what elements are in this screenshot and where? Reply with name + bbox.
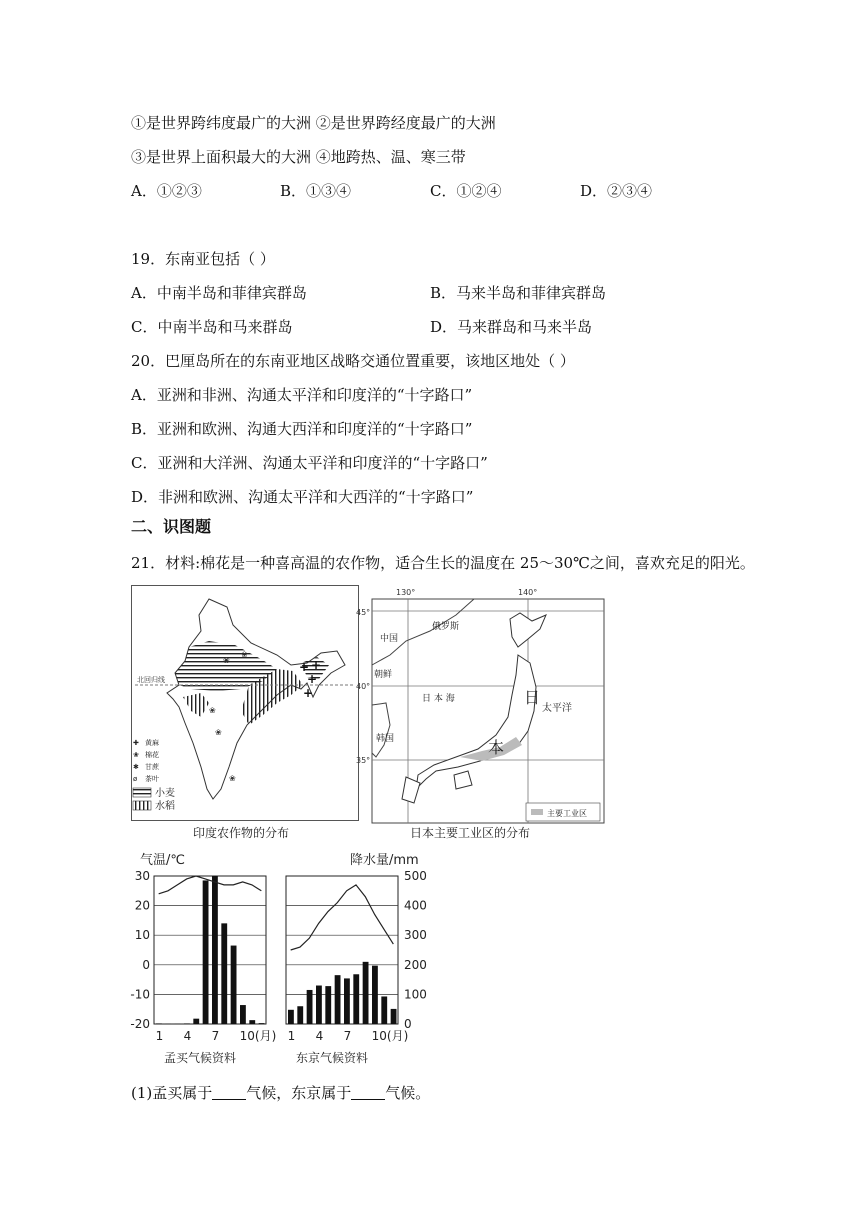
- tokyo-precip-bar: [372, 966, 378, 1024]
- mumbai-xtick: 1: [155, 1029, 164, 1043]
- place-pacific: 太平洋: [542, 703, 572, 714]
- q18-option-c[interactable]: C．①②④: [430, 182, 502, 200]
- tokyo-chart-frame: [286, 876, 398, 1024]
- mumbai-precip-bar: [259, 1023, 265, 1024]
- mumbai-precip-bar: [193, 1019, 199, 1024]
- tokyo-precip-bar: [325, 986, 331, 1024]
- japan-industry-map: [356, 585, 608, 825]
- temp-axis-tick: -20: [130, 1017, 150, 1031]
- mumbai-xtick: 7: [211, 1029, 220, 1043]
- mumbai-chart-frame: [154, 876, 266, 1024]
- q18-option-b[interactable]: B．①③④: [280, 182, 352, 200]
- precip-axis-label: 降水量/mm: [350, 853, 419, 868]
- q19-option-d[interactable]: D．马来群岛和马来半岛: [430, 318, 593, 336]
- japan-map-caption: 日本主要工业区的分布: [410, 826, 531, 840]
- svg-text:+: +: [307, 672, 318, 686]
- precip-axis-tick: 500: [404, 869, 427, 883]
- q21-sub1-part2: 气候，东京属于: [246, 1084, 352, 1102]
- q20-stem: 20．巴厘岛所在的东南亚地区战略交通位置重要，该地区地处（ ）: [131, 352, 575, 370]
- tropic-label: 北回归线: [137, 676, 165, 684]
- q18-option-d[interactable]: D．②③④: [580, 182, 653, 200]
- mumbai-precip-bar: [212, 876, 218, 1024]
- tokyo-precip-bar: [353, 974, 359, 1024]
- q21-sub1: [131, 1082, 430, 1103]
- tokyo-precip-bar: [363, 962, 369, 1024]
- tokyo-precip-bar: [344, 978, 350, 1024]
- mumbai-precip-bar: [203, 880, 209, 1024]
- legend-cotton: 棉花: [145, 751, 159, 759]
- lon-label-130: 130°: [396, 588, 416, 597]
- svg-text:❀: ❀: [229, 774, 236, 783]
- blank-mumbai[interactable]: [212, 1084, 246, 1100]
- mumbai-xtick: 4: [183, 1029, 192, 1043]
- tokyo-precip-bar: [316, 986, 322, 1024]
- place-sea-of-japan: 日 本 海: [422, 694, 455, 704]
- temp-axis-tick: 20: [134, 898, 150, 913]
- precip-axis-tick: 0: [404, 1017, 412, 1031]
- mumbai-precip-bar: [156, 1023, 162, 1024]
- svg-text:ø: ø: [133, 775, 138, 783]
- mumbai-precip-bar: [184, 1023, 190, 1024]
- q20-option-b[interactable]: B．亚洲和欧洲、沟通大西洋和印度洋的“十字路口”: [131, 420, 473, 438]
- q19-option-a[interactable]: A．中南半岛和菲律宾群岛: [131, 284, 307, 302]
- lat-label-45: 45°: [356, 608, 371, 617]
- lat-label-35: 35°: [356, 756, 371, 765]
- svg-text:✱: ✱: [133, 763, 139, 771]
- tokyo-precip-bar: [297, 1006, 303, 1024]
- svg-text:❀: ❀: [223, 656, 230, 665]
- mumbai-xtick: 10(月): [239, 1029, 277, 1043]
- q18-option-a[interactable]: A．①②③: [131, 182, 202, 200]
- precip-axis-tick: 400: [404, 898, 427, 913]
- legend-wheat: 小麦: [155, 788, 175, 799]
- precip-axis-tick: 200: [404, 957, 427, 972]
- q21-sub1-part3: 气候。: [385, 1084, 431, 1102]
- precip-axis-tick: 300: [404, 928, 427, 943]
- temp-axis-tick: 30: [134, 869, 150, 883]
- legend-jute: 黄麻: [145, 739, 159, 747]
- q20-option-c[interactable]: C．亚洲和大洋洲、沟通太平洋和印度洋的“十字路口”: [131, 454, 488, 472]
- india-crop-map: [131, 585, 359, 821]
- tokyo-precip-bar: [307, 990, 313, 1024]
- svg-text:❀: ❀: [133, 751, 139, 759]
- tokyo-precip-bar: [288, 1010, 294, 1024]
- lat-label-40: 40°: [356, 682, 371, 691]
- q20-option-a[interactable]: A．亚洲和非洲、沟通太平洋和印度洋的“十字路口”: [131, 386, 473, 404]
- legend-industry: 主要工业区: [547, 809, 587, 818]
- place-russia: 俄罗斯: [432, 622, 460, 632]
- tokyo-chart-title: 东京气候资料: [296, 1051, 369, 1065]
- mumbai-precip-bar: [249, 1020, 255, 1024]
- q19-stem: 19．东南亚包括（ ）: [131, 250, 275, 268]
- temp-axis-tick: 0: [142, 957, 150, 972]
- q19-option-c[interactable]: C．中南半岛和马来群岛: [131, 318, 293, 336]
- place-japan-ri: 日: [524, 688, 541, 707]
- q21-sub1-part1: (1)孟买属于: [131, 1084, 213, 1102]
- temp-axis-tick: 10: [134, 928, 150, 943]
- tokyo-xtick: 4: [315, 1029, 324, 1043]
- svg-text:❀: ❀: [241, 650, 248, 659]
- svg-text:✚: ✚: [133, 739, 139, 747]
- q20-option-d[interactable]: D．非洲和欧洲、沟通太平洋和大西洋的“十字路口”: [131, 488, 474, 506]
- legend-rice: 水稻: [155, 801, 175, 812]
- svg-text:❀: ❀: [209, 706, 216, 715]
- mumbai-precip-bar: [221, 923, 227, 1024]
- svg-text:+: +: [311, 658, 322, 672]
- mumbai-chart-title: 孟买气候资料: [164, 1051, 237, 1065]
- svg-text:+: +: [303, 686, 314, 700]
- place-korea-north: 朝鲜: [374, 670, 393, 680]
- temp-axis-label: 气温/℃: [140, 853, 185, 868]
- place-china: 中国: [380, 634, 399, 644]
- place-japan-ben: 本: [488, 738, 505, 757]
- tokyo-xtick: 7: [343, 1029, 352, 1043]
- lon-label-140: 140°: [518, 588, 538, 597]
- q21-stem: 21．材料:棉花是一种喜高温的农作物，适合生长的温度在 25～30℃之间，喜欢充足的阳光。: [131, 554, 755, 572]
- blank-tokyo[interactable]: [351, 1084, 385, 1100]
- india-map-caption: 印度农作物的分布: [193, 826, 290, 840]
- svg-text:❀: ❀: [215, 728, 222, 737]
- tokyo-xtick: 1: [287, 1029, 296, 1043]
- tokyo-xtick: 10(月): [371, 1029, 409, 1043]
- climate-charts: [126, 848, 446, 1066]
- legend-sugarcane: 甘蔗: [145, 763, 159, 771]
- tokyo-precip-bar: [381, 996, 387, 1024]
- place-korea-south: 韩国: [376, 734, 395, 744]
- q18-statement-2: ③是世界上面积最大的大洲 ④地跨热、温、寒三带: [131, 148, 466, 166]
- svg-text:+: +: [299, 660, 310, 674]
- mumbai-precip-bar: [231, 946, 237, 1024]
- legend-tea: 茶叶: [145, 775, 159, 783]
- q18-statement-1: ①是世界跨纬度最广的大洲 ②是世界跨经度最广的大洲: [131, 114, 496, 132]
- q19-option-b[interactable]: B．马来半岛和菲律宾群岛: [430, 284, 607, 302]
- mumbai-precip-bar: [240, 1005, 246, 1024]
- tokyo-precip-bar: [391, 1009, 397, 1024]
- section-heading: 二、识图题: [131, 517, 212, 536]
- temp-axis-tick: -10: [130, 987, 150, 1002]
- tokyo-precip-bar: [335, 975, 341, 1024]
- precip-axis-tick: 100: [404, 987, 427, 1002]
